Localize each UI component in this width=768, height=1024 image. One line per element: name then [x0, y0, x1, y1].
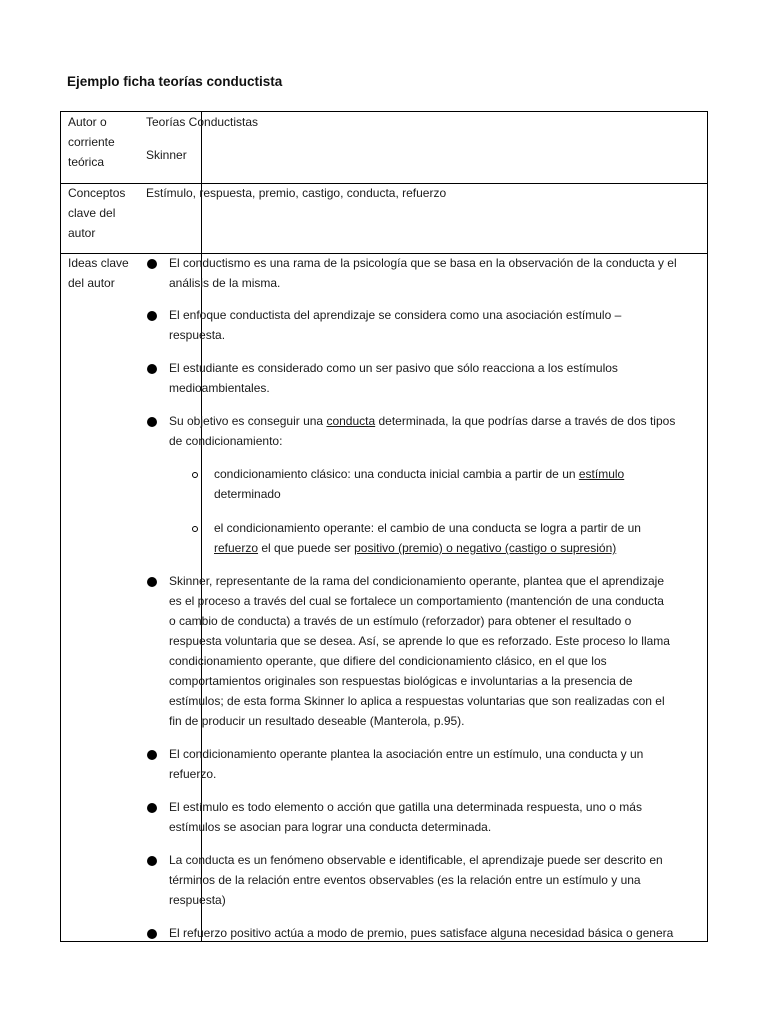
idea-line: refuerzo. — [169, 767, 217, 781]
sub-line — [214, 538, 701, 558]
idea-line: El estudiante es considerado como un ser pasivo que sólo reacciona a los estímulos — [169, 361, 618, 375]
circle-bullet-icon — [192, 472, 198, 478]
theory-name: Teorías Conductistas — [146, 115, 259, 129]
idea-line: de condicionamiento: — [169, 434, 283, 448]
idea-line: condicionamiento operante, que difiere del condicionamiento clásico, en el que los — [169, 654, 607, 668]
theory-table — [60, 111, 708, 942]
idea-line: es el proceso a través del cual se fortalece un comportamiento (mantención de una conducta — [169, 594, 664, 608]
sub-line: el condicionamiento operante: el cambio de una conducta se logra a partir de un — [214, 521, 641, 535]
idea-item — [169, 411, 701, 451]
refuerzo-link[interactable]: refuerzo — [214, 541, 259, 555]
idea-item — [169, 797, 701, 837]
ideas-label-line: Ideas clave — [68, 256, 129, 270]
sub-text: condicionamiento clásico: una conducta inicial cambia a partir de un — [214, 467, 579, 481]
idea-line: o cambio de conducta) a través de un estímulo (reforzador) para obtener el resultado o — [169, 614, 632, 628]
idea-item — [169, 850, 701, 910]
idea-line: respuesta. — [169, 328, 226, 342]
idea-item — [169, 358, 701, 398]
idea-line: términos de la relación entre eventos observables (es la relación entre un estímulo y una — [169, 873, 641, 887]
idea-line: El refuerzo positivo actúa a modo de premio, pues satisface alguna necesidad básica o genera — [169, 926, 674, 940]
idea-line: El condicionamiento operante plantea la asociación entre un estímulo, una conducta y un — [169, 747, 644, 761]
idea-line: fin de producir un resultado deseable (Manterola, p.95). — [169, 714, 465, 728]
bullet-icon — [147, 750, 157, 760]
estimulo-link[interactable]: estímulo — [578, 467, 625, 481]
bullet-icon — [147, 803, 157, 813]
author-label-line: Autor o — [68, 115, 107, 129]
circle-bullet-icon — [192, 526, 198, 532]
bullet-icon — [147, 417, 157, 427]
document-title: Ejemplo ficha teorías conductista — [67, 74, 283, 89]
bullet-icon — [147, 311, 157, 321]
bullet-icon — [147, 259, 157, 269]
idea-line: El enfoque conductista del aprendizaje se considera como una asociación estímulo – — [169, 308, 622, 322]
concepts-label-line: clave del — [68, 206, 116, 220]
sub-line: determinado — [214, 487, 281, 501]
sub-item — [214, 518, 701, 558]
sub-line — [214, 464, 701, 484]
idea-item — [169, 571, 701, 731]
sub-item — [214, 464, 701, 504]
idea-line: comportamientos originales son respuestas biológicas e involuntarias a la presencia de — [169, 674, 633, 688]
idea-line: El estímulo es todo elemento o acción que gatilla una determinada respuesta, uno o más — [169, 800, 642, 814]
idea-line: Skinner, representante de la rama del condicionamiento operante, plantea que el aprendizaje — [169, 574, 664, 588]
bullet-icon — [147, 364, 157, 374]
positivo-negativo-link[interactable]: positivo (premio) o negativo (castigo o supresión) — [354, 541, 617, 555]
concepts-label-line: Conceptos — [68, 186, 126, 200]
bullet-icon — [147, 577, 157, 587]
idea-item — [169, 305, 701, 345]
idea-text: determinada, la que podrías darse a través de dos tipos — [375, 414, 676, 428]
idea-item — [169, 744, 701, 784]
idea-line: La conducta es un fenómeno observable e identificable, el aprendizaje puede ser descrito en — [169, 853, 663, 867]
idea-text: Su objetivo es conseguir una — [169, 414, 327, 428]
bullet-icon — [147, 856, 157, 866]
author-label-line: teórica — [68, 155, 105, 169]
author-label-line: corriente — [68, 135, 115, 149]
idea-item — [169, 923, 701, 943]
idea-line: medioambientales. — [169, 381, 270, 395]
idea-line: El conductismo es una rama de la psicología que se basa en la observación de la conducta y el — [169, 256, 677, 270]
concepts-label-line: autor — [68, 226, 96, 240]
conducta-link[interactable]: conducta — [326, 414, 376, 428]
idea-line: respuesta) — [169, 893, 226, 907]
idea-line: respuesta voluntaria que se desea. Así, se aprende lo que es reforzado. Este proceso lo llama — [169, 634, 670, 648]
idea-line: estímulos; de esta forma Skinner lo aplica a respuestas voluntarias que son realizadas con el — [169, 694, 665, 708]
ideas-label-line: del autor — [68, 276, 115, 290]
idea-line: estímulos se asocian para lograr una conducta determinada. — [169, 820, 492, 834]
bullet-icon — [147, 929, 157, 939]
idea-line — [169, 411, 701, 431]
sub-text: el que puede ser — [258, 541, 355, 555]
idea-item — [169, 253, 701, 293]
idea-line: análisis de la misma. — [169, 276, 281, 290]
concepts-value: Estímulo, respuesta, premio, castigo, conducta, refuerzo — [146, 186, 447, 200]
author-name: Skinner — [146, 148, 187, 162]
